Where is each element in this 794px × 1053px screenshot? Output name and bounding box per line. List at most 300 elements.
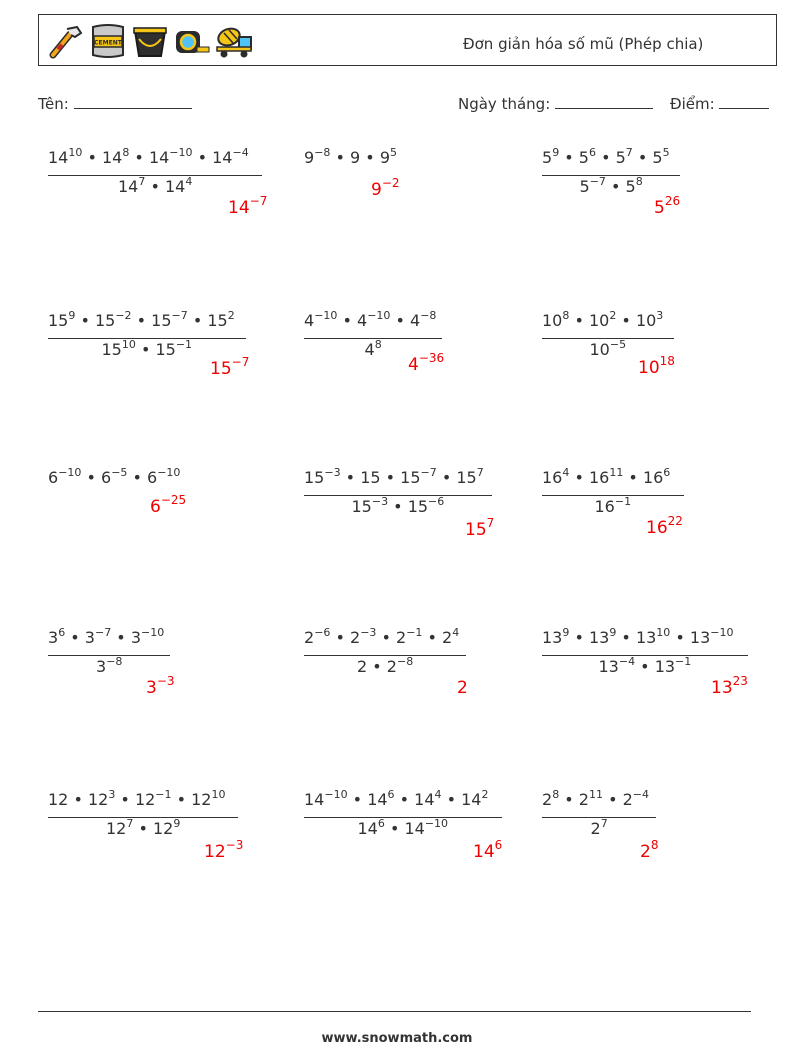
exponent: 4: [562, 466, 570, 479]
exponent: −4: [232, 146, 249, 159]
base: 15: [101, 340, 122, 359]
numerator: $14^{10}$ • $14^8$ • $14^{-10}$ • $14^{-4}$: [48, 146, 249, 167]
answer: [473, 838, 503, 862]
base: 14: [118, 177, 139, 196]
exponent: 9: [552, 146, 560, 159]
base: 16: [642, 468, 664, 487]
power-term: [304, 148, 330, 167]
power-term: [207, 311, 234, 330]
footer-divider: [38, 1011, 751, 1012]
answer: [640, 838, 659, 862]
exponent: 4: [185, 175, 193, 188]
denominator: $15^{10}$ • $15^{-1}$: [101, 338, 193, 359]
svg-text:CEMENT: CEMENT: [94, 39, 122, 47]
exponent: −3: [371, 495, 389, 508]
fraction-bar: [542, 817, 656, 818]
power-term: [165, 177, 192, 196]
power-term: [151, 311, 188, 330]
denominator: $15^{-3}$ • $15^{-6}$: [351, 495, 445, 516]
exponent: 2: [227, 309, 235, 322]
base: 14: [101, 148, 123, 167]
denominator: [96, 655, 123, 676]
base: 12: [134, 790, 156, 809]
answer-base: 10: [638, 358, 660, 378]
base: 15: [304, 468, 325, 487]
denominator: [594, 495, 632, 516]
exponent: 9: [562, 626, 570, 639]
answer-base: 4: [408, 355, 419, 375]
answer: [146, 674, 175, 698]
exponent: −4: [618, 655, 636, 668]
exponent: 7: [600, 817, 608, 830]
power-term: [408, 497, 445, 516]
answer-exponent: −2: [381, 176, 400, 190]
base: 15: [207, 311, 228, 330]
denominator: [590, 817, 608, 838]
exponent: 9: [609, 626, 617, 639]
numerator: $5^9$ • $5^6$ • $5^7$ • $5^5$: [542, 146, 670, 167]
exponent: −10: [424, 817, 449, 830]
denominator: [589, 338, 627, 359]
power-term: [579, 790, 603, 809]
power-term: [690, 628, 734, 647]
base: 15: [360, 468, 381, 487]
answer-exponent: 22: [667, 514, 683, 528]
power-term: [542, 790, 559, 809]
exponent: −10: [157, 466, 181, 479]
answer: [204, 838, 244, 862]
numerator: $14^{-10}$ • $14^6$ • $14^4$ • $14^2$: [304, 788, 489, 809]
power-term: [655, 657, 692, 676]
base: 9: [304, 148, 315, 167]
power-term: [589, 628, 616, 647]
date-label: Ngày tháng:: [458, 95, 551, 113]
exponent: 8: [552, 788, 560, 801]
power-term: [212, 148, 249, 167]
exponent: −6: [428, 495, 445, 508]
power-term: [96, 657, 122, 676]
numerator: $9^{-8}$ • 9 • $9^5$: [304, 146, 397, 167]
denominator: $5^{-7}$ • $5^8$: [579, 175, 643, 196]
answer: [638, 354, 675, 378]
base: 14: [212, 148, 233, 167]
exponent: −10: [710, 626, 734, 639]
exponent: 7: [126, 817, 134, 830]
worksheet-title: Đơn giản hóa số mũ (Phép chia): [463, 35, 704, 53]
exponent: −7: [589, 175, 606, 188]
power-term: [304, 628, 330, 647]
fraction-bar: [304, 495, 492, 496]
answer-base: 6: [150, 497, 161, 517]
base: 2: [590, 819, 601, 838]
exponent: 6: [663, 466, 671, 479]
base: 13: [542, 628, 563, 647]
power-term: [636, 311, 663, 330]
base: 14: [148, 148, 170, 167]
exponent: 7: [476, 466, 484, 479]
base: 6: [147, 468, 158, 487]
base: 14: [164, 177, 186, 196]
power-term: [85, 628, 111, 647]
exponent: −10: [324, 788, 348, 801]
power-term: [589, 468, 623, 487]
exponent: −3: [324, 466, 341, 479]
base: 2: [357, 657, 368, 676]
exponent: −7: [420, 466, 437, 479]
power-term: [599, 657, 636, 676]
answer-base: 13: [711, 678, 733, 698]
base: 14: [367, 790, 388, 809]
power-term: [589, 311, 616, 330]
power-term: [542, 468, 569, 487]
exponent: 9: [68, 309, 76, 322]
header-icons: [47, 23, 253, 59]
power-term: [387, 657, 413, 676]
base: 2: [542, 790, 553, 809]
numerator: $4^{-10}$ • $4^{-10}$ • $4^{-8}$: [304, 309, 437, 330]
base: 10: [635, 311, 657, 330]
fraction-bar: [48, 338, 246, 339]
base: 5: [615, 148, 626, 167]
score-field[interactable]: [670, 94, 769, 113]
denominator: $12^7$ • $12^9$: [106, 817, 181, 838]
base: 5: [625, 177, 636, 196]
tape-measure-icon: [173, 23, 211, 59]
power-term: [48, 628, 65, 647]
exponent: −8: [314, 146, 331, 159]
exponent: −1: [675, 655, 692, 668]
base: 12: [191, 790, 212, 809]
footer-url: www.snowmath.com: [321, 1031, 473, 1046]
denominator: [364, 338, 382, 359]
base: 4: [304, 311, 315, 330]
base: 2: [304, 628, 315, 647]
answer: [150, 493, 187, 517]
power-term: [101, 468, 127, 487]
exponent: −6: [314, 626, 331, 639]
exponent: 8: [374, 338, 382, 351]
power-term: [357, 311, 390, 330]
exponent: 4: [452, 626, 460, 639]
numerator: $13^9$ • $13^9$ • $13^{10}$ • $13^{-10}$: [542, 626, 734, 647]
fraction-bar: [542, 495, 684, 496]
exponent: −5: [111, 466, 128, 479]
fraction-bar: [304, 655, 466, 656]
exponent: 7: [138, 175, 146, 188]
base: 15: [94, 311, 116, 330]
answer: [465, 516, 495, 540]
exponent: 10: [121, 338, 136, 351]
name-blank[interactable]: [74, 94, 192, 109]
power-term: [626, 177, 643, 196]
power-term: [147, 468, 180, 487]
exponent: −10: [367, 309, 391, 322]
answer: [654, 194, 681, 218]
answer-exponent: −3: [156, 674, 175, 688]
answer-base: 3: [146, 678, 157, 698]
answer: [228, 194, 268, 218]
exponent: 10: [68, 146, 83, 159]
exponent: −1: [406, 626, 423, 639]
fraction-bar: [542, 338, 674, 339]
answer-exponent: 26: [664, 194, 681, 208]
exponent: −1: [155, 788, 172, 801]
power-term: [48, 148, 82, 167]
name-label: Tên:: [38, 95, 69, 113]
base: 13: [689, 628, 711, 647]
exponent: 5: [390, 146, 397, 159]
pipe-wrench-icon: [47, 23, 85, 59]
base: 9: [379, 148, 390, 167]
fraction-bar: [304, 338, 442, 339]
exponent: 11: [609, 466, 624, 479]
answer-base: 14: [228, 198, 250, 218]
base: 14: [404, 819, 425, 838]
power-term: [579, 148, 596, 167]
base: 4: [364, 340, 375, 359]
base: 12: [106, 819, 127, 838]
power-term: [48, 468, 81, 487]
base: 12: [48, 790, 69, 809]
cement-truck-icon: [215, 23, 253, 59]
power-term: [358, 819, 385, 838]
numerator: $15^9$ • $15^{-2}$ • $15^{-7}$ • $15^2$: [48, 309, 235, 330]
exponent: 7: [625, 146, 633, 159]
power-term: [404, 819, 448, 838]
base: 2: [350, 628, 361, 647]
base: 10: [542, 311, 563, 330]
base: 14: [48, 148, 69, 167]
power-term: [118, 177, 145, 196]
power-term: [365, 340, 382, 359]
base: 3: [84, 628, 95, 647]
power-term: [102, 148, 129, 167]
base: 3: [48, 628, 59, 647]
answer-base: 15: [210, 359, 232, 379]
exponent: 6: [588, 146, 596, 159]
power-term: [95, 311, 132, 330]
exponent: 2: [481, 788, 489, 801]
base: 16: [588, 468, 610, 487]
score-blank[interactable]: [719, 94, 769, 109]
base: 2: [396, 628, 407, 647]
base: 14: [304, 790, 325, 809]
power-term: [636, 628, 670, 647]
answer-base: 9: [371, 180, 382, 200]
power-term: [623, 790, 649, 809]
date-field[interactable]: [458, 94, 653, 113]
exponent: −10: [58, 466, 82, 479]
answer-base: 16: [646, 518, 668, 538]
power-term: [304, 311, 337, 330]
exponent: 8: [122, 146, 130, 159]
power-term: [652, 148, 669, 167]
exponent: −2: [115, 309, 132, 322]
power-term: [580, 177, 606, 196]
numerator: $15^{-3}$ • 15 • $15^{-7}$ • $15^7$: [304, 466, 484, 487]
answer-base: 2: [640, 842, 651, 862]
exponent: 6: [58, 626, 66, 639]
power-term: [396, 628, 422, 647]
base: 6: [48, 468, 59, 487]
name-field[interactable]: [38, 94, 192, 113]
power-term: [410, 311, 436, 330]
answer-base: 2: [457, 678, 468, 698]
base: 16: [542, 468, 563, 487]
date-blank[interactable]: [555, 94, 653, 109]
exponent: −4: [632, 788, 649, 801]
exponent: 3: [656, 309, 664, 322]
base: 5: [578, 148, 589, 167]
base: 13: [588, 628, 610, 647]
answer-exponent: 6: [494, 838, 503, 852]
answer-base: 14: [473, 842, 495, 862]
denominator: 2 • $2^{-8}$: [357, 655, 414, 676]
answer-exponent: −25: [160, 493, 187, 507]
exponent: −10: [169, 146, 193, 159]
base: 3: [96, 657, 107, 676]
answer-exponent: 8: [650, 838, 659, 852]
numerator: $10^8$ • $10^2$ • $10^3$: [542, 309, 664, 330]
answer-base: 12: [204, 842, 226, 862]
fraction-bar: [48, 817, 238, 818]
exponent: −8: [396, 655, 414, 668]
answer: [408, 351, 445, 375]
base: 2: [442, 628, 453, 647]
power-term: [135, 790, 172, 809]
base: 15: [48, 311, 69, 330]
exponent: 6: [387, 788, 395, 801]
answer-base: 5: [654, 198, 665, 218]
score-label: Điểm:: [670, 95, 715, 113]
answer-exponent: 18: [659, 354, 675, 368]
power-term: [106, 819, 133, 838]
power-term: [350, 628, 376, 647]
power-term: [102, 340, 136, 359]
power-term: [542, 311, 569, 330]
exponent: 9: [173, 817, 181, 830]
power-term: [542, 148, 559, 167]
base: 12: [152, 819, 174, 838]
exponent: −1: [175, 338, 193, 351]
cement-bag-icon: [89, 23, 127, 59]
power-term: [153, 819, 180, 838]
power-term: [456, 468, 483, 487]
power-term: [414, 790, 441, 809]
base: 4: [357, 311, 368, 330]
answer-exponent: −7: [249, 194, 268, 208]
base: 13: [654, 657, 676, 676]
power-term: [48, 311, 75, 330]
fraction-bar: [304, 817, 502, 818]
denominator: $14^7$ • $14^4$: [118, 175, 193, 196]
exponent: 10: [656, 626, 671, 639]
exponent: 5: [662, 146, 670, 159]
power-term: [643, 468, 670, 487]
base: 16: [594, 497, 615, 516]
power-term: [542, 628, 569, 647]
power-term: [360, 468, 380, 487]
denominator: $13^{-4}$ • $13^{-1}$: [598, 655, 692, 676]
answer: [646, 514, 683, 538]
base: 15: [351, 497, 372, 516]
worksheet-header: [38, 14, 777, 66]
base: 15: [400, 468, 421, 487]
numerator: $2^8$ • $2^{11}$ • $2^{-4}$: [542, 788, 649, 809]
power-term: [367, 790, 394, 809]
fraction-bar: [542, 175, 680, 176]
base: 14: [357, 819, 378, 838]
exponent: −10: [314, 309, 338, 322]
power-term: [304, 790, 348, 809]
base: 14: [461, 790, 482, 809]
answer-exponent: −7: [231, 355, 250, 369]
exponent: 8: [562, 309, 570, 322]
power-term: [191, 790, 225, 809]
power-term: [461, 790, 488, 809]
exponent: −3: [360, 626, 377, 639]
power-term: [591, 819, 608, 838]
answer-exponent: 7: [486, 516, 495, 530]
base: 15: [456, 468, 477, 487]
power-term: [352, 497, 389, 516]
power-term: [380, 148, 397, 167]
exponent: 11: [588, 788, 603, 801]
power-term: [616, 148, 633, 167]
power-term: [442, 628, 459, 647]
answer: [457, 680, 468, 697]
exponent: −5: [609, 338, 627, 351]
power-term: [149, 148, 193, 167]
numerator: $3^6$ • $3^{-7}$ • $3^{-10}$: [48, 626, 165, 647]
base: 5: [579, 177, 590, 196]
base: 5: [542, 148, 553, 167]
answer: [711, 674, 748, 698]
power-term: [131, 628, 164, 647]
power-term: [304, 468, 341, 487]
numerator: $2^{-6}$ • $2^{-3}$ • $2^{-1}$ • $2^4$: [304, 626, 460, 647]
exponent: 6: [377, 817, 385, 830]
base: 2: [622, 790, 633, 809]
exponent: 8: [635, 175, 643, 188]
answer: [371, 176, 400, 200]
base: 15: [407, 497, 429, 516]
power-term: [595, 497, 632, 516]
base: 10: [589, 340, 610, 359]
exponent: −8: [420, 309, 437, 322]
base: 10: [588, 311, 610, 330]
power-term: [400, 468, 437, 487]
answer-base: 15: [465, 520, 487, 540]
power-term: [590, 340, 627, 359]
answer-exponent: −3: [225, 838, 244, 852]
answer: [210, 355, 250, 379]
fraction-bar: [48, 175, 262, 176]
power-term: [155, 340, 192, 359]
base: 15: [151, 311, 172, 330]
answer-exponent: −36: [418, 351, 445, 365]
power-term: [48, 790, 68, 809]
exponent: −8: [106, 655, 123, 668]
exponent: −7: [171, 309, 188, 322]
exponent: 4: [434, 788, 442, 801]
base: 13: [635, 628, 657, 647]
numerator: $6^{-10}$ • $6^{-5}$ • $6^{-10}$: [48, 466, 181, 487]
base: 5: [652, 148, 663, 167]
base: 12: [87, 790, 109, 809]
base: 6: [101, 468, 112, 487]
bucket-icon: [131, 23, 169, 59]
